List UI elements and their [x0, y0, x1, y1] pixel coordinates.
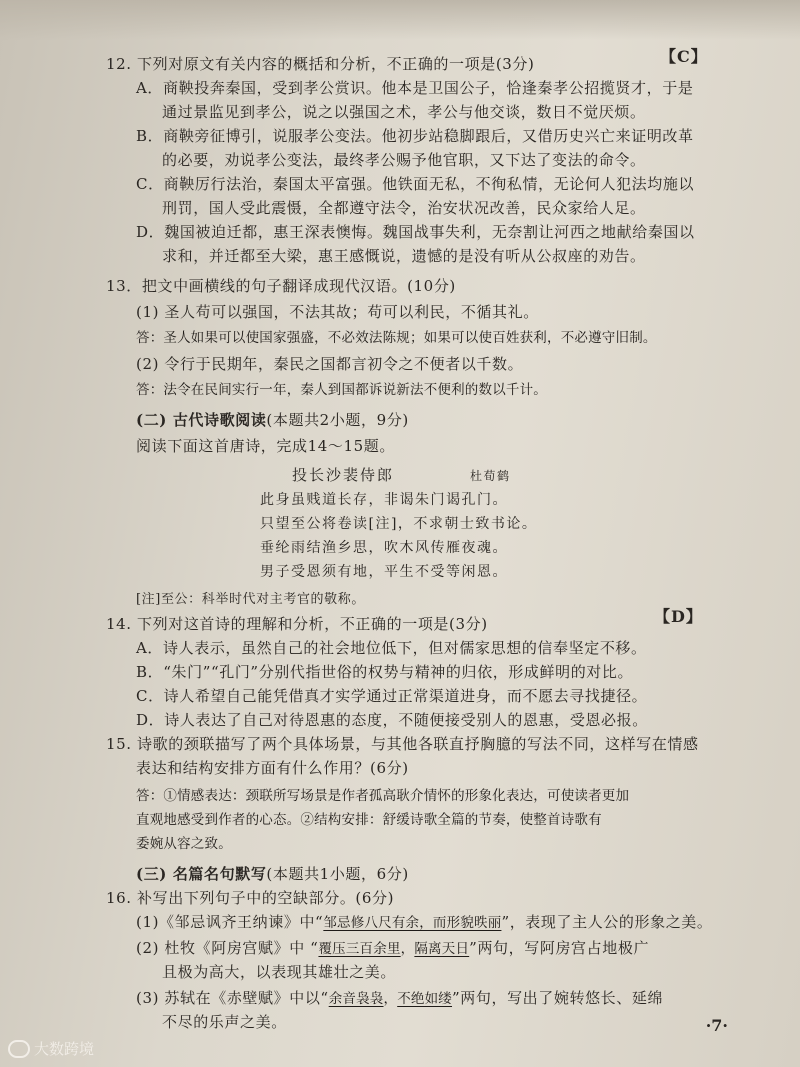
- q12-option-c-2: 刑罚，国人受此震慑，全都遵守法令，治安状况改善，民众家给人足。: [162, 199, 646, 217]
- section-3-heading-row: [136, 864, 409, 884]
- q12-stem: 12. 下列对原文有关内容的概括和分析，不正确的一项是(3分): [106, 55, 535, 73]
- watermark: [8, 1038, 94, 1059]
- poem-footnote: [注]至公：科举时代对主考官的敬称。: [136, 592, 365, 607]
- q13-answer-1: 答：圣人如果可以使国家强盛，不必效法陈规；如果可以使百姓获利，不必遵守旧制。: [136, 330, 657, 346]
- section-2-note: (本题共2小题，9分): [266, 411, 409, 429]
- q16-item-2-suffix: ”两句，写阿房宫占地极广: [469, 939, 650, 957]
- q16-answer-2a: 覆压三百余里: [318, 941, 401, 957]
- q16-answer-2-sep: ，: [400, 941, 415, 957]
- poem-line-4: 男子受恩须有地，平生不受等闲恩。: [260, 564, 508, 580]
- q13-sentence-1: (1) 圣人苟可以强国，不法其故；苟可以利民，不循其礼。: [136, 303, 539, 321]
- q15-answer-2: 直观地感受到作者的心态。②结构安排：舒缓诗歌全篇的节奏，使整首诗歌有: [136, 812, 602, 828]
- q14-answer-mark: 【D】: [654, 607, 703, 626]
- poem-line-3: 垂纶雨结渔乡思，吹木风传雁夜魂。: [260, 540, 508, 556]
- q12-option-b-2: 的必要，劝说孝公变法，最终孝公赐予他官职，又下达了变法的命令。: [162, 151, 646, 169]
- q14-stem: 14. 下列对这首诗的理解和分析，不正确的一项是(3分): [106, 615, 488, 633]
- page-number: ·7·: [705, 1016, 728, 1035]
- watermark-logo-icon: [8, 1040, 30, 1058]
- q12-option-d-1: D．魏国被迫迁都，惠王深表懊悔。魏国战事失利，无奈割让河西之地献给秦国以: [136, 223, 695, 241]
- section-3-heading: (三) 名篇名句默写: [136, 865, 267, 883]
- q12-option-b-1: B．商鞅旁征博引，说服孝公变法。他初步站稳脚跟后，又借历史兴亡来证明改革: [136, 127, 694, 145]
- q16-answer-3a: 余音袅袅: [328, 991, 384, 1007]
- q16-item-2: [136, 938, 649, 959]
- q16-answer-1: 邹忌修八尺有余，而形貌昳丽: [323, 915, 502, 931]
- q13-stem: 13．把文中画横线的句子翻译成现代汉语。(10分): [106, 277, 456, 295]
- q14-option-b: B．“朱门”“孔门”分别代指世俗的权势与精神的归依，形成鲜明的对比。: [136, 663, 634, 681]
- q14-option-a: A．诗人表示，虽然自己的社会地位低下，但对儒家思想的信奉坚定不移。: [136, 639, 647, 657]
- q16-item-2-prefix: (2) 杜牧《阿房宫赋》中 “: [136, 939, 319, 957]
- q14-option-c: C．诗人希望自己能凭借真才实学通过正常渠道进身，而不愿去寻找捷径。: [136, 687, 648, 705]
- poem-author: 杜荀鹤: [470, 469, 511, 483]
- section-2-heading: (二) 古代诗歌阅读: [136, 411, 267, 429]
- q12-option-d-2: 求和，并迁都至大梁，惠王感慨说，遗憾的是没有听从公叔座的劝告。: [162, 247, 646, 265]
- q16-item-3-cont: 不尽的乐声之美。: [162, 1013, 287, 1031]
- q16-item-3-prefix: (3) 苏轼在《赤壁赋》中以“: [136, 989, 329, 1007]
- q16-item-1: [136, 912, 713, 933]
- watermark-text: 大数跨境: [34, 1040, 95, 1058]
- q12-option-a-2: 通过景监见到孝公，说之以强国之术，孝公与他交谈，数日不觉厌烦。: [162, 103, 646, 121]
- q16-stem: 16. 补写出下列句子中的空缺部分。(6分): [106, 889, 395, 907]
- q15-stem-2: 表达和结构安排方面有什么作用？(6分): [136, 759, 409, 777]
- poem-line-1: 此身虽贱道长存，非谒朱门谒孔门。: [260, 492, 508, 508]
- q12-option-a-1: A．商鞅投奔秦国，受到孝公赏识。他本是卫国公子，恰逢秦孝公招揽贤才，于是: [136, 79, 694, 97]
- poem-line-2: 只望至公将卷读[注]，不求朝士致书论。: [260, 516, 538, 532]
- q13-sentence-2: (2) 令行于民期年，秦民之国都言初令之不便者以千数。: [136, 355, 524, 373]
- section-2-intro: 阅读下面这首唐诗，完成14～15题。: [136, 437, 395, 455]
- q16-item-3: [136, 988, 663, 1009]
- q16-item-2-cont: 且极为高大，以表现其雄壮之美。: [162, 963, 397, 981]
- page-shadow: [0, 0, 800, 40]
- q16-answer-3b: 不绝如缕: [397, 991, 453, 1007]
- q14-option-d: D．诗人表达了自己对待恩惠的态度，不随便接受别人的恩惠，受恩必报。: [136, 711, 648, 729]
- q15-stem-1: 15. 诗歌的颈联描写了两个具体场景，与其他各联直抒胸臆的写法不同，这样写在情感: [106, 735, 699, 753]
- q16-answer-3-sep: ，: [383, 991, 398, 1007]
- q16-item-1-suffix: ”，表现了主人公的形象之美。: [501, 913, 713, 931]
- q13-answer-2: 答：法令在民间实行一年，秦人到国都诉说新法不便利的数以千计。: [136, 382, 547, 398]
- q15-answer-3: 委婉从容之致。: [136, 836, 232, 852]
- poem-title: 投长沙裴侍郎: [292, 466, 395, 484]
- q16-answer-2b: 隔离天日: [414, 941, 470, 957]
- section-3-note: (本题共1小题，6分): [266, 865, 409, 883]
- q16-item-3-suffix: ”两句，写出了婉转悠长、延绵: [452, 989, 664, 1007]
- q12-option-c-1: C．商鞅厉行法治，秦国太平富强。他铁面无私，不徇私情，无论何人犯法均施以: [136, 175, 695, 193]
- q12-answer-mark: 【C】: [660, 47, 708, 66]
- q16-item-1-prefix: (1)《邹忌讽齐王纳谏》中“: [136, 913, 324, 931]
- q15-answer-1: 答：①情感表达：颈联所写场景是作者孤高耿介情怀的形象化表达，可使读者更加: [136, 788, 630, 804]
- section-2-heading-row: [136, 410, 409, 430]
